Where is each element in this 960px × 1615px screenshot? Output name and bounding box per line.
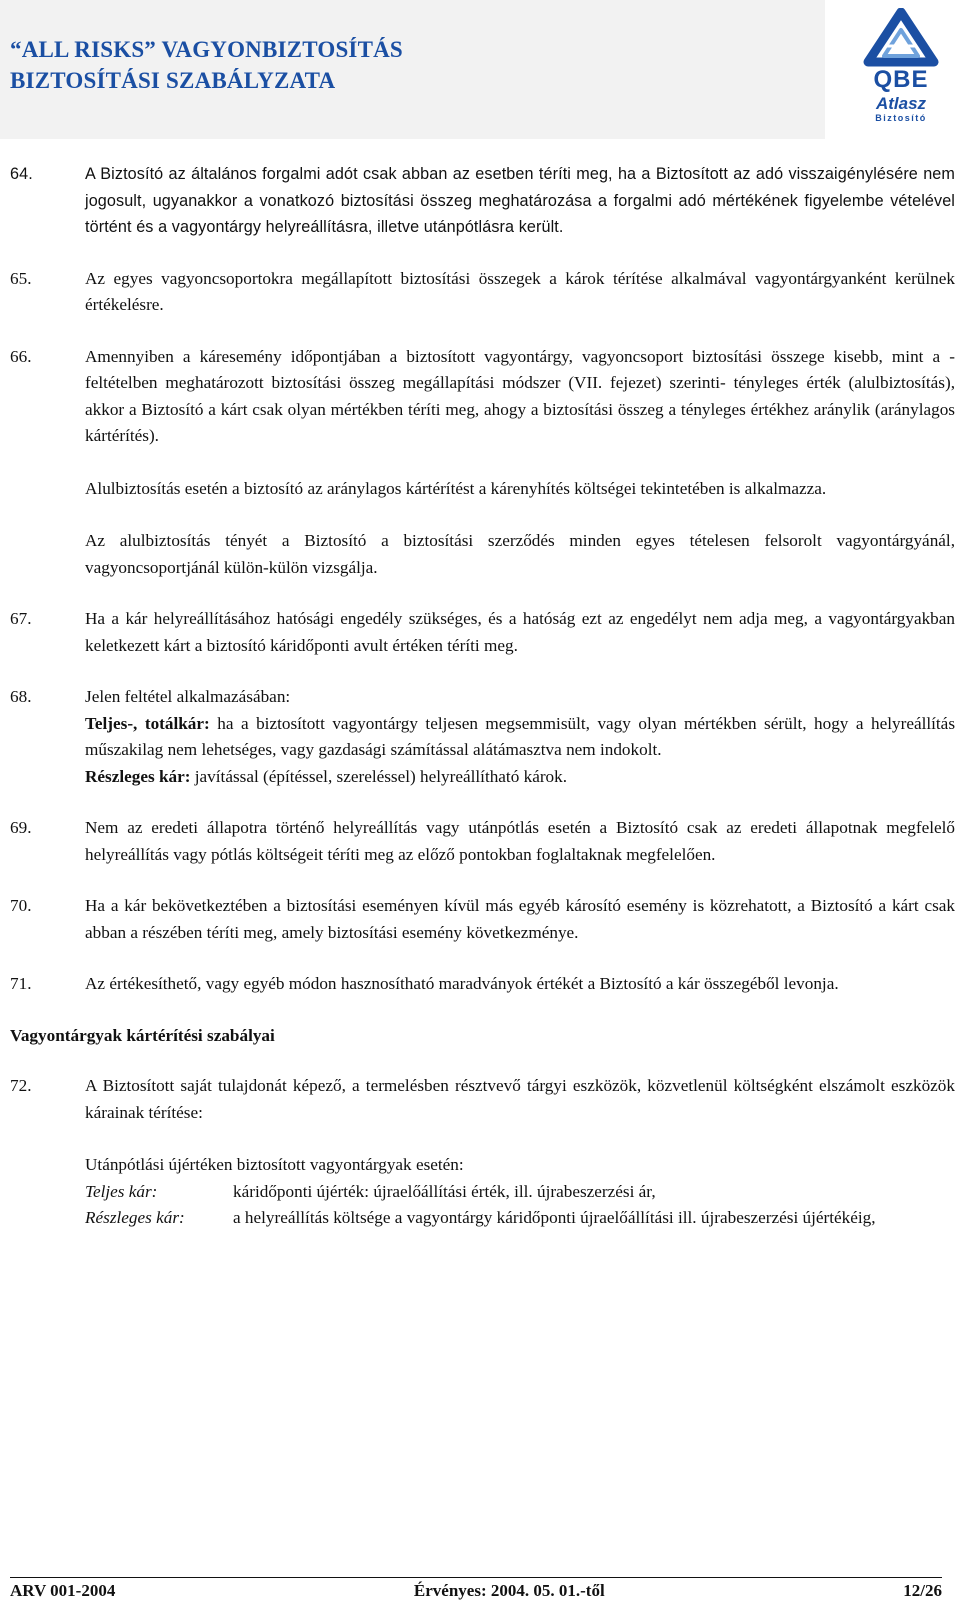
- clause-70: [10, 893, 955, 946]
- table-subheading: Utánpótlási újértéken biztosított vagyontárgyak esetén:: [85, 1155, 464, 1174]
- table-row: [85, 1179, 955, 1206]
- logo-tagline: Biztosító: [875, 113, 927, 123]
- clause-text: A Biztosított saját tulajdonát képező, a termelésben résztvevő tárgyi eszközök, közvetlenül költségként elszámolt eszközök kárainak térítése:: [85, 1076, 955, 1122]
- definition-partial-loss: [85, 764, 955, 791]
- document-title-line1: “ALL RISKS” VAGYONBIZTOSÍTÁS: [10, 37, 403, 62]
- row-description: a helyreállítás költsége a vagyontárgy káridőponti újraelőállítási ill. újrabeszerzési újértékéig,: [233, 1208, 876, 1227]
- triangle-knot-icon: [862, 8, 940, 68]
- clause-65: [10, 266, 955, 319]
- definition-term: Részleges kár:: [85, 766, 191, 786]
- clause-71: [10, 971, 955, 998]
- clause-64: [10, 161, 955, 241]
- document-title: [10, 34, 403, 96]
- clause-number: 67.: [10, 609, 32, 628]
- qbe-atlasz-logo: [862, 8, 940, 128]
- logo-atlasz-text: Atlasz: [875, 94, 927, 113]
- clause-text: Ha a kár helyreállításához hatósági engedély szükséges, és a hatóság ezt az engedélyt nem adja meg, a vagyontárgyakban keletkezett kárt a biztosító káridőponti avult értéken téríti meg.: [85, 609, 955, 655]
- clause-number: 70.: [10, 896, 32, 915]
- logo-qbe-text: QBE: [873, 66, 929, 93]
- clause-69: [10, 815, 955, 868]
- clause-text: Az egyes vagyoncsoportokra megállapított biztosítási összegek a károk térítése alkalmával vagyontárgyanként kerülnek értékelésre.: [85, 268, 955, 314]
- clause-number: 68.: [10, 687, 32, 706]
- clause-text: Nem az eredeti állapotra történő helyreállítás vagy utánpótlás esetén a Biztosító csak az eredeti állapotnak megfelelő helyreállítás vagy pótlás költségeit téríti meg az előző pontokban foglaltaknak megfelelően.: [85, 818, 955, 864]
- clause-number: 66.: [10, 346, 32, 366]
- section-heading: Vagyontárgyak kártérítési szabályai: [10, 1025, 275, 1045]
- clause-number: 71.: [10, 974, 32, 993]
- row-description: káridőponti újérték: újraelőállítási érték, ill. újrabeszerzési ár,: [233, 1181, 656, 1201]
- clause-text: Az értékesíthető, vagy egyéb módon hasznosítható maradványok értékét a Biztosító a kár összegéből levonja.: [85, 974, 839, 993]
- clause-text: Alulbiztosítás esetén a biztosító az aránylagos kártérítést a kárenyhítés költségei tekintetében is alkalmazza.: [85, 478, 827, 498]
- clause-number: 65.: [10, 268, 32, 288]
- clause-text: Ha a kár bekövetkeztében a biztosítási eseményen kívül más egyéb károsító esemény is közrehatott, a Biztosító a kárt csak abban a részében téríti meg, amely biztosítási esemény következménye.: [85, 896, 955, 942]
- row-term: Teljes kár:: [85, 1181, 158, 1201]
- clause-text: Amennyiben a káresemény időpontjában a biztosított vagyontárgy, vagyoncsoport biztosítási összege kisebb, mint a - feltételben meghatározott biztosítási összeg megállapítási módszer (VII. fejezet) szerinti- tényleges érték (alulbiztosítás), akkor a Biztosító a kárt csak olyan mértékben téríti meg, ahogy a biztosítási összeg a tényleges értékhez aránylik (aránylagos kártérítés).: [85, 346, 955, 445]
- clause-text: Az alulbiztosítás tényét a Biztosító a biztosítási szerződés minden egyes tételesen felsorolt vagyontárgyánál, vagyoncsoportjánál külön-külön vizsgálja.: [85, 531, 955, 577]
- clause-text: A Biztosító az általános forgalmi adót csak abban az esetben téríti meg, ha a Biztosított az adó visszaigénylésére nem jogosult, ugyanakkor a vonatkozó biztosítási összeg meghatározása a forgalmi adó mértékének figyelembe vételével történt és a vagyontárgy helyreállításra, illetve utánpótlásra került.: [85, 165, 955, 236]
- clause-66: [10, 344, 955, 582]
- replacement-value-table: [85, 1152, 955, 1232]
- page-footer: [10, 1577, 942, 1602]
- clause-number: 69.: [10, 818, 32, 837]
- clause-number: 64.: [10, 165, 33, 183]
- document-code: ARV 001-2004: [10, 1581, 116, 1600]
- document-body: [10, 161, 955, 1257]
- row-term: Részleges kár:: [85, 1208, 185, 1227]
- table-row: [85, 1205, 955, 1232]
- definition-text: ha a biztosított vagyontárgy teljesen megsemmisült, vagy olyan mértékben sérült, hogy a helyreállítás műszakilag nem lehetséges, vagy gazdasági számítással alátámasztva nem indokolt.: [85, 713, 956, 759]
- clause-67: [10, 606, 955, 659]
- page-number: 12/26: [903, 1581, 942, 1600]
- definition-term: Teljes-, totálkár:: [85, 713, 210, 733]
- clause-72: [10, 1073, 955, 1232]
- clause-68: [10, 684, 955, 790]
- clause-number: 72.: [10, 1076, 32, 1095]
- document-title-line2: BIZTOSÍTÁSI SZABÁLYZATA: [10, 68, 336, 93]
- definition-text: javítással (építéssel, szereléssel) helyreállítható károk.: [190, 766, 568, 786]
- validity-date: Érvényes: 2004. 05. 01.-től: [413, 1581, 605, 1600]
- definition-total-loss: [85, 711, 955, 764]
- clause-intro: Jelen feltétel alkalmazásában:: [85, 687, 291, 706]
